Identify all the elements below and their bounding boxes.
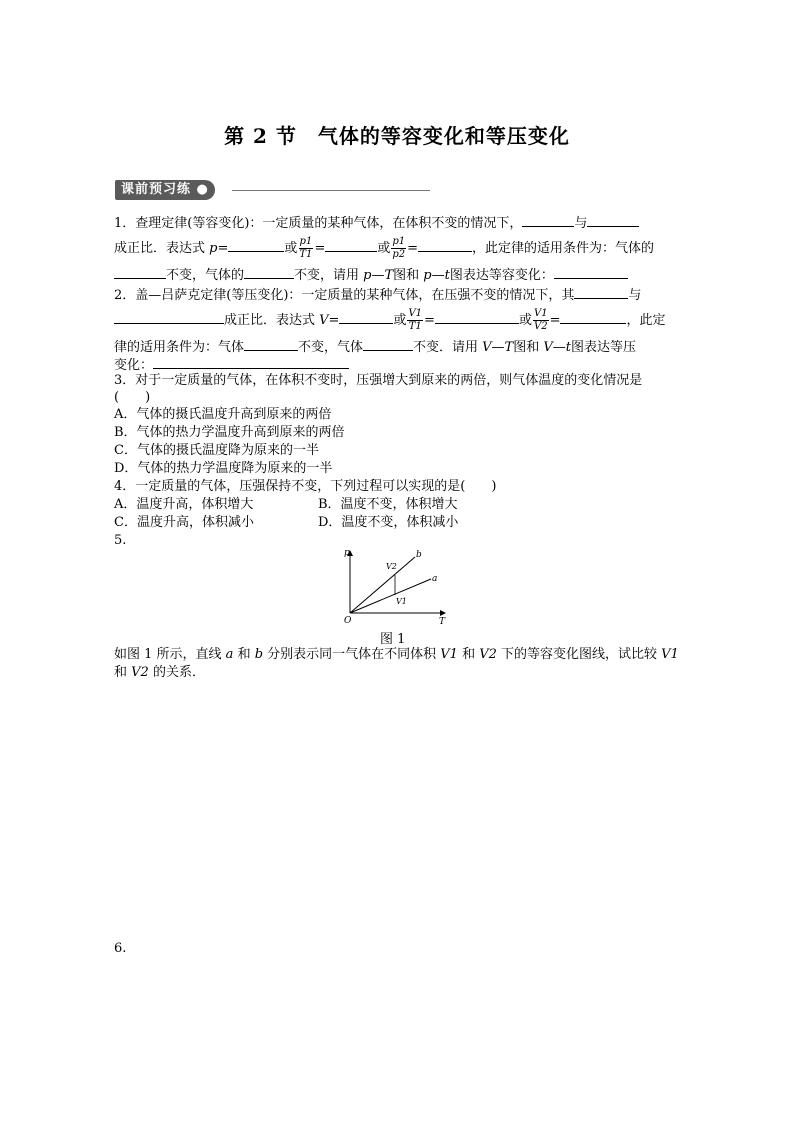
q2-fraction-1: $\frac{V1}{T1}$ [408,308,423,332]
q2-blank-2[interactable] [114,309,224,324]
q2-blank-8[interactable] [153,354,349,369]
q4-option-c[interactable]: C．温度升高，体积减小 [114,515,254,530]
q2-blank-7[interactable] [363,336,413,351]
line-a-label: a [432,574,438,584]
q1-line-3: 不变，气体的 不变，请用 p—T图和 p—t图表达等容变化： [114,264,628,284]
q1-blank-6[interactable] [114,264,166,279]
q1-blank-5[interactable] [418,237,472,252]
q5-number: 5. [114,533,127,548]
q1-line-1: 1．查理定律(等容变化)：一定质量的某种气体，在体积不变的情况下， 与 [114,212,639,232]
q4-option-b[interactable]: B．温度不变，体积增大 [318,497,458,512]
line-b-label: b [416,550,422,560]
q2-fraction-2: $\frac{V1}{V2}$ [533,308,548,332]
q1-blank-2[interactable] [587,212,639,227]
q2-line-2: 成正比．表达式 V= 或 $\frac{V1}{T1}$ = 或 $\frac{V1}{V2}$ = ，此定 [114,308,665,333]
q2-blank-1[interactable] [574,284,628,299]
q1-blank-8[interactable] [554,264,628,279]
q1-blank-3[interactable] [228,237,284,252]
q3-option-c[interactable]: C．气体的摄氏温度降为原来的一半 [114,443,319,458]
q1-fraction-2: $\frac{p1}{p2}$ [392,236,406,260]
q2-blank-5[interactable] [560,309,626,324]
origin-label: O [344,616,352,626]
q4-stem: 4．一定质量的气体，压强保持不变，下列过程可以实现的是( ) [114,479,497,494]
q4-option-a[interactable]: A．温度升高，体积增大 [114,497,254,512]
q1-blank-7[interactable] [244,264,294,279]
q5-text-line-1: 如图 1 所示，直线 a 和 b 分别表示同一气体在不同体积 V1 和 V2 下的等容变化图线，试比较 V1 [114,647,679,662]
q2-line-4: 变化： [114,354,349,374]
q1-blank-4[interactable] [325,237,377,252]
t-axis-label: T [439,617,446,627]
q2-blank-3[interactable] [339,309,393,324]
q2-blank-4[interactable] [435,309,519,324]
line-a [350,579,431,613]
q3-option-d[interactable]: D．气体的热力学温度降为原来的一半 [114,461,333,476]
q2-blank-6[interactable] [244,336,298,351]
q2-line-1: 2．盖—吕萨克定律(等压变化)：一定质量的某种气体，在压强不变的情况下，其 与 [114,284,641,304]
p-axis-label: p [344,548,350,558]
figure-caption: 图 1 [380,632,406,647]
q1-line-2: 成正比．表达式 p= 或 $\frac{p1}{T1}$ = 或 $\frac{p1}{p2}$ = ，此定律的适用条件为：气体的 [114,236,655,260]
q5-text-line-2: 和 V2 的关系． [114,665,205,680]
v2-label: V2 [386,562,397,571]
section-badge-label: 课前预习练 [121,182,192,197]
v1-label: V1 [396,597,407,606]
page-title: 第 2 节 气体的等容变化和等压变化 [224,124,570,148]
q1-fraction-1: $\frac{p1}{T1}$ [299,236,313,260]
q1-blank-1[interactable] [522,212,574,227]
q2-line-3: 律的适用条件为：气体 不变，气体 不变．请用 V—T图和 V—t图表达等压 [114,336,636,356]
q3-stem: 3．对于一定质量的气体，在体积不变时，压强增大到原来的两倍，则气体温度的变化情况是 [114,373,643,388]
q6-number: 6. [114,941,127,956]
q4-option-d[interactable]: D．温度不变，体积减小 [318,515,459,530]
q3-option-a[interactable]: A．气体的摄氏温度升高到原来的两倍 [114,407,332,422]
section-badge: 课前预习练 ● [115,180,215,200]
q3-answer-paren: ( ) [114,390,151,405]
section-divider [232,190,430,191]
q3-option-b[interactable]: B．气体的热力学温度升高到原来的两倍 [114,425,345,440]
